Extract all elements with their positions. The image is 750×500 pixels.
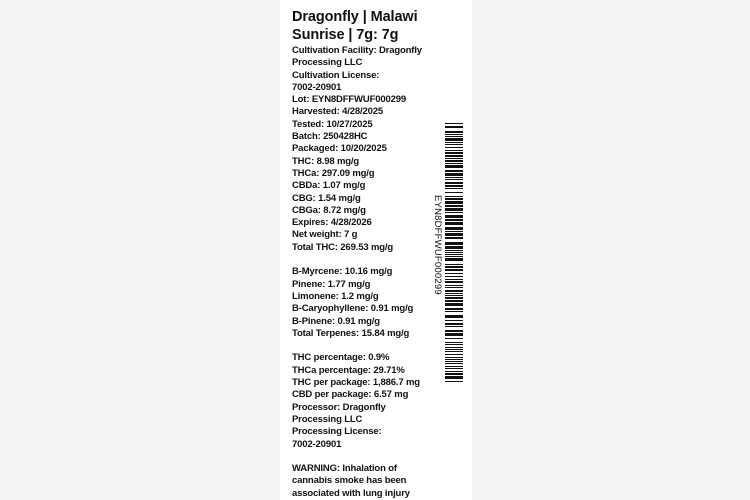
barcode-bar	[445, 333, 463, 336]
info-line: CBG: 1.54 mg/g	[292, 192, 361, 204]
barcode-bar	[445, 246, 463, 249]
barcode-bar	[445, 138, 463, 141]
terpene-line: B-Myrcene: 10.16 mg/g	[292, 266, 393, 278]
barcode-bar	[445, 188, 463, 189]
barcode-bar	[445, 311, 463, 312]
info-line: Cultivation Facility: Dragonfly	[292, 45, 422, 56]
barcode-bar	[445, 222, 463, 225]
barcode-bar	[445, 170, 463, 172]
barcode-bar	[445, 142, 463, 143]
potency-line: THCa percentage: 29.71%	[292, 364, 405, 376]
barcode-bar	[445, 160, 463, 162]
barcode-bar	[445, 359, 463, 360]
barcode-bar	[445, 126, 463, 128]
barcode-bar	[445, 266, 463, 268]
barcode-bar	[445, 173, 463, 176]
barcode-bar	[445, 295, 463, 296]
barcode-bar	[445, 363, 463, 364]
barcode-bar	[445, 368, 463, 369]
potency-line: Processing License:	[292, 426, 382, 438]
warning-section	[292, 463, 442, 500]
terpene-line: B-Pinene: 0.91 mg/g	[292, 315, 380, 327]
barcode-bar	[445, 185, 463, 187]
info-section	[292, 45, 442, 254]
barcode-bar	[445, 285, 463, 286]
barcode-bar	[445, 349, 463, 350]
barcode-bar	[445, 150, 463, 151]
potency-line: THC percentage: 0.9%	[292, 352, 390, 364]
barcode-bar	[445, 198, 463, 200]
terpene-line: Limonene: 1.2 mg/g	[292, 290, 379, 302]
barcode-bar	[445, 144, 463, 145]
barcode-bar	[445, 215, 463, 218]
barcode-bar	[445, 293, 463, 294]
barcode-bar	[445, 371, 463, 372]
barcode-bar	[445, 281, 463, 283]
barcode-bar	[445, 300, 463, 302]
barcode-bar	[445, 338, 463, 339]
info-line: Lot: EYN8DFFWUF000299	[292, 94, 407, 106]
barcode-bar	[445, 254, 463, 255]
barcode-bar	[445, 344, 463, 345]
info-line: THC: 8.98 mg/g	[292, 155, 360, 167]
barcode-bar	[445, 264, 463, 265]
barcode-bar	[445, 308, 463, 310]
info-line: Net weight: 7 g	[292, 229, 358, 241]
info-line: Harvested: 4/28/2025	[292, 106, 384, 118]
barcode-bar	[445, 131, 463, 133]
barcode-bar	[445, 381, 463, 382]
warning-line: WARNING: Inhalation of	[292, 463, 397, 475]
product-label	[280, 0, 472, 500]
barcode-bar	[445, 273, 463, 274]
barcode-bar	[445, 342, 463, 343]
barcode-bar	[445, 196, 463, 197]
barcode-bar	[445, 212, 463, 213]
barcode-bar	[445, 192, 463, 193]
barcode-icon	[445, 123, 463, 385]
barcode-bar	[445, 290, 463, 292]
barcode-bar	[445, 152, 463, 154]
barcode-bar	[445, 376, 463, 379]
barcode-bar	[445, 354, 463, 355]
info-line: Packaged: 10/20/2025	[292, 143, 387, 155]
potency-section	[292, 352, 442, 450]
barcode-bar	[445, 269, 463, 271]
potency-line: 7002-20901	[292, 438, 342, 450]
barcode-bar	[445, 134, 463, 135]
info-line: CBDa: 1.07 mg/g	[292, 180, 366, 192]
barcode-bar	[445, 315, 463, 318]
barcode-bar	[445, 205, 463, 207]
barcode-bar	[445, 361, 463, 362]
barcode-bar	[445, 373, 463, 375]
barcode-bar	[445, 366, 463, 367]
barcode-bar	[445, 208, 463, 211]
info-line: Cultivation License:	[292, 69, 380, 81]
barcode-bar	[445, 227, 463, 230]
barcode-bar	[445, 242, 463, 245]
barcode-bar	[445, 201, 463, 204]
barcode-bar	[445, 155, 463, 157]
barcode-bar	[445, 297, 463, 299]
terpene-line: Pinene: 1.77 mg/g	[292, 278, 371, 290]
barcode-bar	[445, 179, 463, 180]
section-gap	[292, 451, 442, 463]
barcode-bar	[445, 258, 463, 261]
barcode-bar	[445, 326, 463, 327]
barcode-bar	[445, 323, 463, 325]
barcode-bar	[445, 256, 463, 257]
barcode-bar	[445, 231, 463, 232]
info-line: CBGa: 8.72 mg/g	[292, 204, 366, 216]
barcode-bar	[445, 351, 463, 352]
barcode-graphic	[445, 123, 463, 385]
info-line: 7002-20901	[292, 81, 342, 93]
barcode-bar	[445, 303, 463, 306]
barcode-bar	[445, 123, 463, 124]
info-line: Batch: 250428HC	[292, 131, 368, 143]
barcode-bar	[445, 287, 463, 288]
potency-line: Processor: Dragonfly	[292, 401, 386, 413]
barcode-bar	[445, 279, 463, 280]
barcode-bar	[445, 147, 463, 148]
barcode-number: EYN8DFFWUF000299	[432, 195, 443, 295]
potency-line: CBD per package: 6.57 mg	[292, 389, 409, 401]
barcode-bar	[445, 250, 463, 251]
barcode-bar	[445, 330, 463, 332]
info-line: Expires: 4/28/2026	[292, 217, 372, 229]
info-line: Tested: 10/27/2025	[292, 118, 373, 130]
section-gap	[292, 340, 442, 352]
barcode-bar	[445, 233, 463, 236]
product-title: Dragonfly | Malawi Sunrise | 7g: 7g	[292, 9, 418, 43]
info-line: THCa: 297.09 mg/g	[292, 167, 375, 179]
barcode-bar	[445, 219, 463, 221]
warning-line: associated with lung injury	[292, 487, 410, 499]
potency-line: Processing LLC	[292, 413, 363, 425]
barcode-bar	[445, 276, 463, 277]
barcode-bar	[445, 252, 463, 253]
barcode-bar	[445, 320, 463, 321]
section-gap	[292, 254, 442, 266]
barcode-bar	[445, 237, 463, 239]
barcode-bar	[445, 177, 463, 178]
barcode-text	[431, 195, 443, 315]
barcode-bar	[445, 163, 463, 164]
barcode-bar	[445, 357, 463, 358]
terpene-section	[292, 266, 442, 340]
barcode-bar	[445, 182, 463, 184]
label-body	[292, 45, 442, 500]
potency-line: THC per package: 1,886.7 mg	[292, 377, 420, 389]
info-line: Total THC: 269.53 mg/g	[292, 241, 394, 253]
warning-line: cannabis smoke has been	[292, 475, 407, 487]
info-line: Processing LLC	[292, 57, 363, 69]
terpene-line: Total Terpenes: 15.84 mg/g	[292, 327, 410, 339]
barcode-bar	[445, 347, 463, 348]
terpene-line: B-Caryophyllene: 0.91 mg/g	[292, 303, 414, 315]
barcode-bar	[445, 158, 463, 159]
barcode-bar	[445, 136, 463, 137]
barcode-bar	[445, 165, 463, 168]
